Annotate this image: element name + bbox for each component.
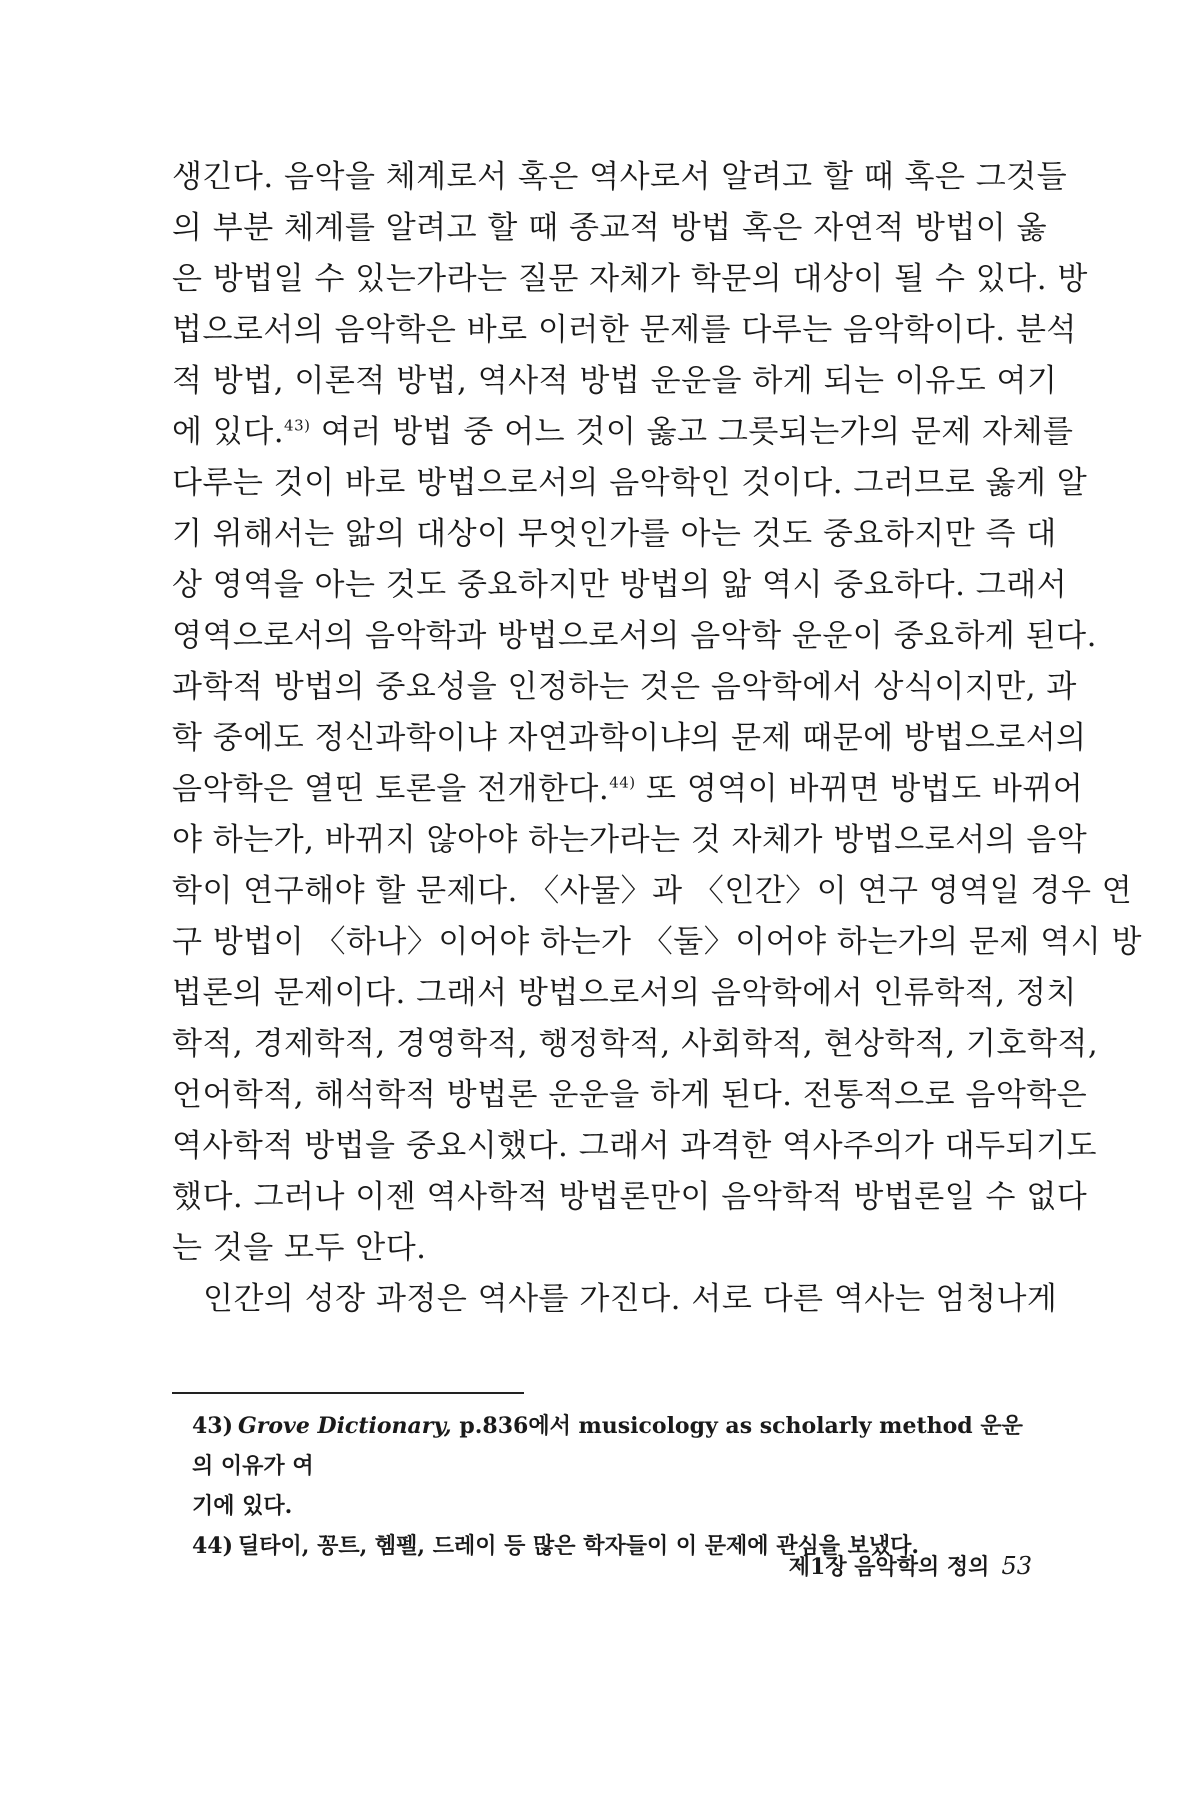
footnote-text: 딜타이, 꽁트, 헴펠, 드레이 등 많은 학자들이 이 문제에 관심을 보냈다. (238, 1533, 920, 1559)
line-text: 했다. 그러나 이젠 역사학적 방법론만이 음악학적 방법론일 수 없다 (172, 1179, 1088, 1215)
text-line (172, 356, 1058, 407)
footnote-ref[interactable]: 44) (609, 773, 636, 792)
text-line (172, 713, 1087, 764)
text-line (172, 203, 1048, 254)
line-text: 음악학은 열띤 토론을 전개한다. (172, 771, 610, 807)
line-text: 야 하는가, 바뀌지 않아야 하는가라는 것 자체가 방법으로서의 음악 (172, 822, 1088, 858)
text-line (172, 1172, 1088, 1223)
line-text: 생긴다. 음악을 체계로서 혹은 역사로서 알려고 할 때 혹은 그것들 (172, 159, 1068, 195)
footnote-number: 43) (192, 1413, 234, 1439)
line-text: 다루는 것이 바로 방법으로서의 음악학인 것이다. 그러므로 옳게 알 (172, 465, 1088, 501)
line-text: 역사학적 방법을 중요시했다. 그래서 과격한 역사주의가 대두되기도 (172, 1128, 1097, 1164)
line-text: 언어학적, 해석학적 방법론 운운을 하게 된다. 전통적으로 음악학은 (172, 1077, 1088, 1113)
line-text: 상 영역을 아는 것도 중요하지만 방법의 앎 역시 중요하다. 그래서 (172, 567, 1068, 603)
line-text-after-ref: 여러 방법 중 어느 것이 옳고 그릇되는가의 문제 자체를 (310, 414, 1074, 450)
text-line (172, 509, 1057, 560)
line-text: 과학적 방법의 중요성을 인정하는 것은 음악학에서 상식이지만, 과 (172, 669, 1077, 705)
line-text-after-ref: 또 영역이 바뀌면 방법도 바뀌어 (635, 771, 1084, 807)
text-line (172, 560, 1068, 611)
line-text: 학 중에도 정신과학이냐 자연과학이냐의 문제 때문에 방법으로서의 (172, 720, 1087, 756)
line-text: 학적, 경제학적, 경영학적, 행정학적, 사회학적, 현상학적, 기호학적, (172, 1026, 1099, 1062)
line-text: 학이 연구해야 할 문제다. 〈사물〉과 〈인간〉이 연구 영역일 경우 연 (172, 873, 1133, 909)
line-text: 인간의 성장 과정은 역사를 가진다. 서로 다른 역사는 엄청나게 (203, 1281, 1058, 1317)
footnote-rule (172, 1392, 524, 1394)
body-text (172, 152, 1142, 1325)
running-footer (760, 1550, 1032, 1581)
text-line (172, 815, 1088, 866)
line-text: 의 부분 체계를 알려고 할 때 종교적 방법 혹은 자연적 방법이 옳 (172, 210, 1048, 246)
page-number: 53 (1001, 1552, 1032, 1580)
line-text: 은 방법일 수 있는가라는 질문 자체가 학문의 대상이 될 수 있다. 방 (172, 261, 1088, 297)
line-text: 는 것을 모두 안다. (172, 1230, 427, 1266)
line-text: 기 위해서는 앎의 대상이 무엇인가를 아는 것도 중요하지만 즉 대 (172, 516, 1057, 552)
chapter-title: 제1장 음악학의 정의 (788, 1554, 990, 1580)
text-line (172, 458, 1088, 509)
text-line (172, 866, 1133, 917)
text-line (172, 917, 1142, 968)
text-line (172, 1070, 1088, 1121)
line-text: 법론의 문제이다. 그래서 방법으로서의 음악학에서 인류학적, 정치 (172, 975, 1077, 1011)
text-line (172, 152, 1068, 203)
text-line (172, 764, 1084, 815)
text-line (172, 968, 1077, 1019)
text-line (172, 662, 1077, 713)
text-line (172, 254, 1088, 305)
text-line (172, 611, 1097, 662)
footnote-43-continuation: 기에 있다. (192, 1493, 293, 1519)
line-text: 구 방법이 〈하나〉이어야 하는가 〈둘〉이어야 하는가의 문제 역시 방 (172, 924, 1142, 960)
text-line (172, 1019, 1099, 1070)
footnote-text: p.836에서 musicology as scholarly method 운운의 이유가 여 (192, 1413, 1023, 1479)
text-line (172, 1274, 1058, 1325)
footnote-source-title: Grove Dictionary, (238, 1413, 452, 1439)
text-line (172, 1223, 1032, 1274)
line-text: 적 방법, 이론적 방법, 역사적 방법 운운을 하게 되는 이유도 여기 (172, 363, 1058, 399)
footnote-43 (192, 1406, 1032, 1486)
footnote-ref[interactable]: 43) (284, 416, 311, 435)
line-text: 법으로서의 음악학은 바로 이러한 문제를 다루는 음악학이다. 분석 (172, 312, 1077, 348)
footnotes (192, 1406, 1032, 1566)
text-line (172, 1121, 1097, 1172)
text-line (172, 407, 1074, 458)
text-line (172, 305, 1077, 356)
line-text: 에 있다. (172, 414, 285, 450)
line-text: 영역으로서의 음악학과 방법으로서의 음악학 운운이 중요하게 된다. (172, 618, 1097, 654)
footnote-number: 44) (192, 1533, 234, 1559)
